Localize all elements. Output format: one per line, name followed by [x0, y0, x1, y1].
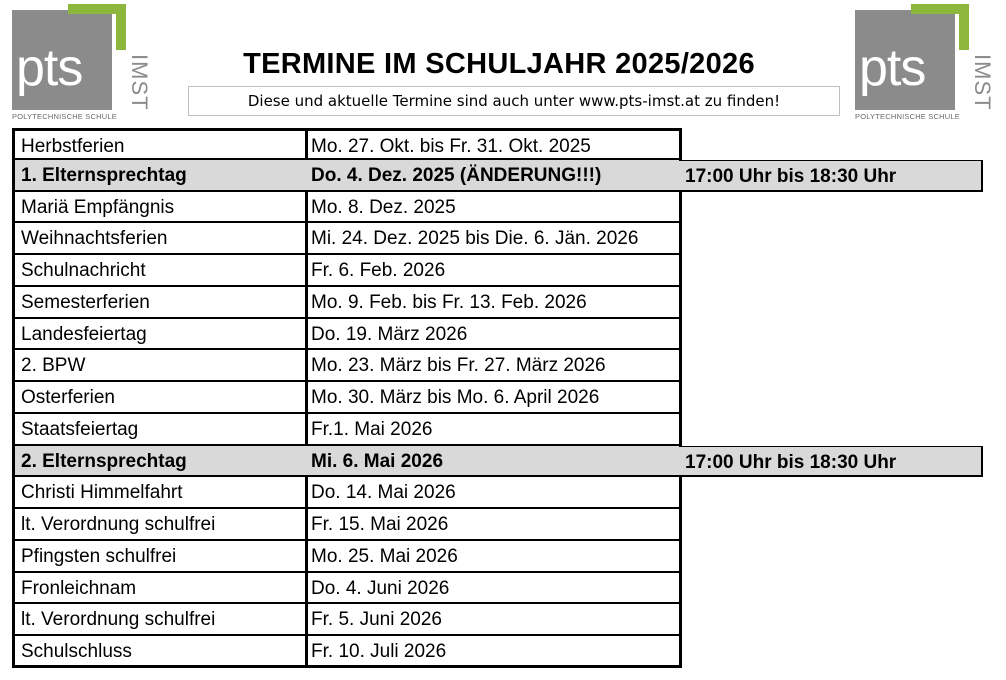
logo-accent-side	[116, 4, 126, 50]
logo-side-text: IMST	[127, 54, 152, 111]
date-cell: Do. 4. Dez. 2025 (ÄNDERUNG!!!)	[305, 160, 682, 192]
page-subtitle: Diese und aktuelle Termine sind auch unter www.pts-imst.at zu finden!	[188, 86, 840, 116]
page-title: TERMINE IM SCHULJAHR 2025/2026	[243, 48, 755, 80]
date-cell: Fr. 10. Juli 2026	[305, 636, 682, 668]
event-cell: 1. Elternsprechtag	[12, 160, 308, 192]
school-logo-left	[12, 4, 152, 121]
event-cell: lt. Verordnung schulfrei	[12, 509, 308, 541]
date-cell: Fr. 6. Feb. 2026	[305, 255, 682, 287]
logo-word: pts	[16, 39, 83, 97]
date-cell: Do. 19. März 2026	[305, 319, 682, 351]
date-cell: Do. 4. Juni 2026	[305, 573, 682, 605]
event-cell: Landesfeiertag	[12, 319, 308, 351]
event-cell: Schulschluss	[12, 636, 308, 668]
time-cell: 17:00 Uhr bis 18:30 Uhr	[679, 160, 983, 192]
date-cell: Mi. 6. Mai 2026	[305, 446, 682, 478]
event-cell: Herbstferien	[12, 128, 308, 160]
date-cell: Fr. 15. Mai 2026	[305, 509, 682, 541]
event-cell: 2. Elternsprechtag	[12, 446, 308, 478]
event-cell: Mariä Empfängnis	[12, 192, 308, 224]
logo-side-text: IMST	[970, 54, 995, 111]
date-cell: Mo. 23. März bis Fr. 27. März 2026	[305, 350, 682, 382]
school-logo-right	[855, 4, 995, 121]
date-cell: Mo. 8. Dez. 2025	[305, 192, 682, 224]
event-cell: Pfingsten schulfrei	[12, 541, 308, 573]
logo-subtext: POLYTECHNISCHE SCHULE	[855, 112, 960, 121]
event-cell: Semesterferien	[12, 287, 308, 319]
event-cell: Fronleichnam	[12, 573, 308, 605]
event-cell: lt. Verordnung schulfrei	[12, 604, 308, 636]
date-cell: Mi. 24. Dez. 2025 bis Die. 6. Jän. 2026	[305, 223, 682, 255]
date-cell: Fr.1. Mai 2026	[305, 414, 682, 446]
date-cell: Mo. 9. Feb. bis Fr. 13. Feb. 2026	[305, 287, 682, 319]
event-cell: Schulnachricht	[12, 255, 308, 287]
date-cell: Do. 14. Mai 2026	[305, 477, 682, 509]
date-cell: Fr. 5. Juni 2026	[305, 604, 682, 636]
event-cell: Osterferien	[12, 382, 308, 414]
time-cell: 17:00 Uhr bis 18:30 Uhr	[679, 446, 983, 478]
date-cell: Mo. 25. Mai 2026	[305, 541, 682, 573]
event-cell: Staatsfeiertag	[12, 414, 308, 446]
logo-subtext: POLYTECHNISCHE SCHULE	[12, 112, 117, 121]
logo-accent-side	[959, 4, 969, 50]
event-cell: Weihnachtsferien	[12, 223, 308, 255]
event-cell: 2. BPW	[12, 350, 308, 382]
date-cell: Mo. 30. März bis Mo. 6. April 2026	[305, 382, 682, 414]
date-cell: Mo. 27. Okt. bis Fr. 31. Okt. 2025	[305, 128, 682, 160]
event-cell: Christi Himmelfahrt	[12, 477, 308, 509]
logo-word: pts	[859, 39, 926, 97]
